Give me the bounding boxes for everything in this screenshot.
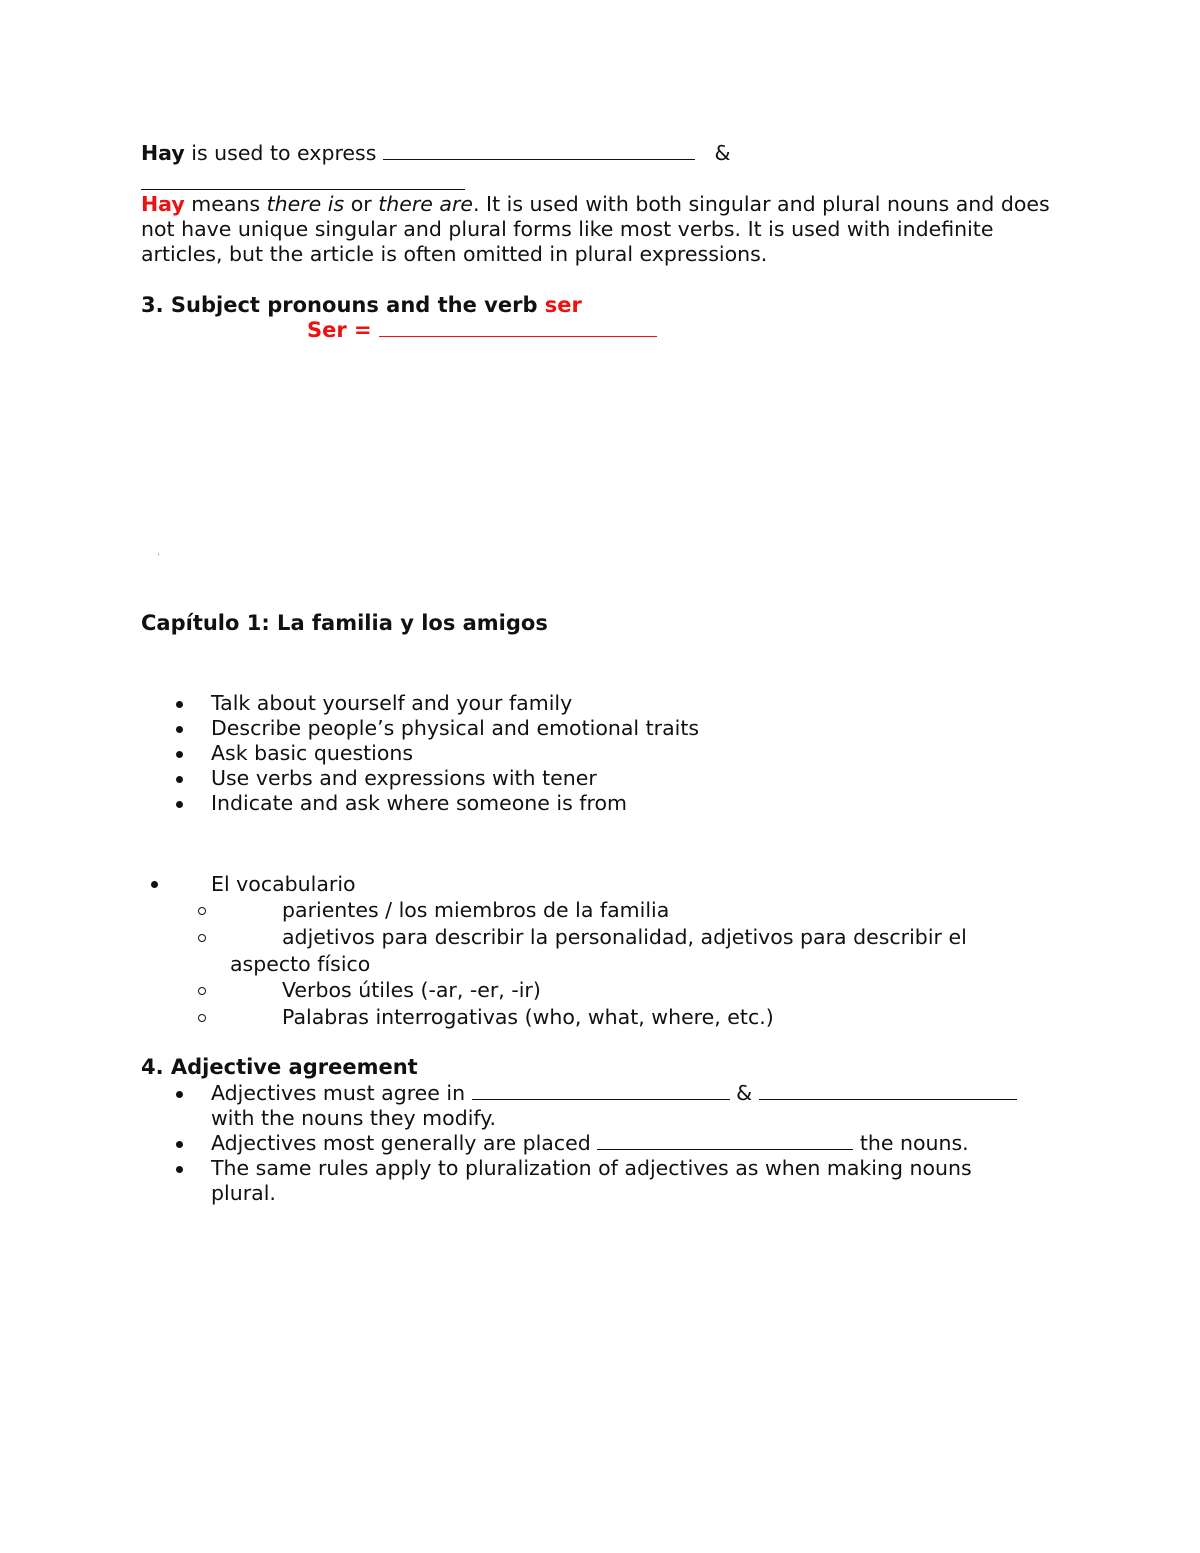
vocab-item-text-cont: aspecto físico bbox=[230, 952, 371, 976]
circle-bullet-icon bbox=[198, 987, 206, 995]
hay-express-line bbox=[141, 141, 730, 165]
bullet-icon bbox=[176, 1141, 183, 1148]
ser-equals-line bbox=[307, 318, 657, 342]
goal-text: Ask basic questions bbox=[211, 741, 414, 765]
rule1-cont: with the nouns they modify. bbox=[211, 1106, 496, 1130]
there-is-text: there is bbox=[266, 192, 345, 216]
blank-agree-2[interactable] bbox=[759, 1081, 1017, 1100]
list-item bbox=[141, 716, 1061, 741]
vocab-item-text: Palabras interrogativas (who, what, where, etc.) bbox=[282, 1005, 774, 1029]
section4-heading: 4. Adjective agreement bbox=[141, 1055, 418, 1079]
list-item bbox=[141, 741, 1061, 766]
bullet-icon bbox=[176, 776, 183, 783]
bullet-icon bbox=[176, 1166, 183, 1173]
hay-express-text: is used to express bbox=[184, 141, 383, 165]
rule1-amp: & bbox=[729, 1081, 759, 1105]
goal-text: Indicate and ask where someone is from bbox=[211, 791, 628, 815]
hay-ampersand: & bbox=[714, 141, 731, 165]
vocab-item-text: Verbos útiles (-ar, -er, -ir) bbox=[282, 978, 541, 1002]
hay-red-word: Hay bbox=[141, 192, 185, 216]
hay-means-text: means bbox=[184, 192, 267, 216]
goal-text: Describe people’s physical and emotional traits bbox=[211, 716, 700, 740]
bullet-icon bbox=[176, 1091, 183, 1098]
blank-ser[interactable] bbox=[379, 318, 657, 337]
bullet-icon bbox=[176, 701, 183, 708]
rule3-text: The same rules apply to pluralization of adjectives as when making nouns plural. bbox=[211, 1156, 972, 1205]
list-item bbox=[141, 898, 1061, 925]
list-item bbox=[141, 1081, 1061, 1131]
list-item bbox=[141, 1131, 1061, 1156]
goal-text: Talk about yourself and your family bbox=[211, 691, 573, 715]
circle-bullet-icon bbox=[198, 934, 206, 942]
adjective-rules-list bbox=[141, 1081, 1061, 1206]
list-item bbox=[141, 1005, 1061, 1032]
list-item bbox=[141, 791, 1061, 816]
bullet-icon bbox=[176, 751, 183, 758]
rule1-text: Adjectives must agree in bbox=[211, 1081, 472, 1105]
stray-mark bbox=[158, 553, 159, 556]
vocab-item-text: parientes / los miembros de la familia bbox=[282, 898, 670, 922]
list-item bbox=[141, 691, 1061, 716]
section3-heading-text: 3. Subject pronouns and the verb bbox=[141, 293, 545, 317]
bullet-icon bbox=[151, 881, 158, 888]
blank-hay-2[interactable] bbox=[141, 171, 465, 190]
there-are-text: there are bbox=[378, 192, 473, 216]
goal-text: Use verbs and expressions with tener bbox=[211, 766, 597, 790]
chapter-title: Capítulo 1: La familia y los amigos bbox=[141, 611, 548, 635]
rule2-end: the nouns. bbox=[853, 1131, 969, 1155]
rule2-text: Adjectives most generally are placed bbox=[211, 1131, 598, 1155]
vocab-block bbox=[141, 872, 1061, 1032]
vocab-heading-item bbox=[141, 872, 1061, 898]
circle-bullet-icon bbox=[198, 1014, 206, 1022]
list-item bbox=[141, 925, 1061, 978]
vocab-label: El vocabulario bbox=[211, 872, 356, 896]
hay-paragraph bbox=[141, 192, 1061, 267]
list-item bbox=[141, 766, 1061, 791]
list-item bbox=[141, 978, 1061, 1005]
section3-heading bbox=[141, 293, 582, 317]
ser-equals-label: Ser = bbox=[307, 318, 379, 342]
blank-placement[interactable] bbox=[597, 1131, 853, 1150]
bullet-icon bbox=[176, 726, 183, 733]
bullet-icon bbox=[176, 801, 183, 808]
or-text: or bbox=[344, 192, 379, 216]
list-item bbox=[141, 1156, 1061, 1206]
blank-agree-1[interactable] bbox=[472, 1081, 730, 1100]
blank-hay-1[interactable] bbox=[383, 141, 695, 160]
vocab-item-text: adjetivos para describir la personalidad, adjetivos para describir el bbox=[282, 925, 967, 949]
hay-rest-text: . It is used with both singular and plural nouns and does not have unique singular and plural forms like most verbs. It is used with indefinite articles, but the article is often omitted in plural expressions. bbox=[141, 192, 1050, 266]
circle-bullet-icon bbox=[198, 907, 206, 915]
chapter-goals-list bbox=[141, 691, 1061, 816]
hay-bold: Hay bbox=[141, 141, 185, 165]
section3-heading-ser: ser bbox=[544, 293, 582, 317]
